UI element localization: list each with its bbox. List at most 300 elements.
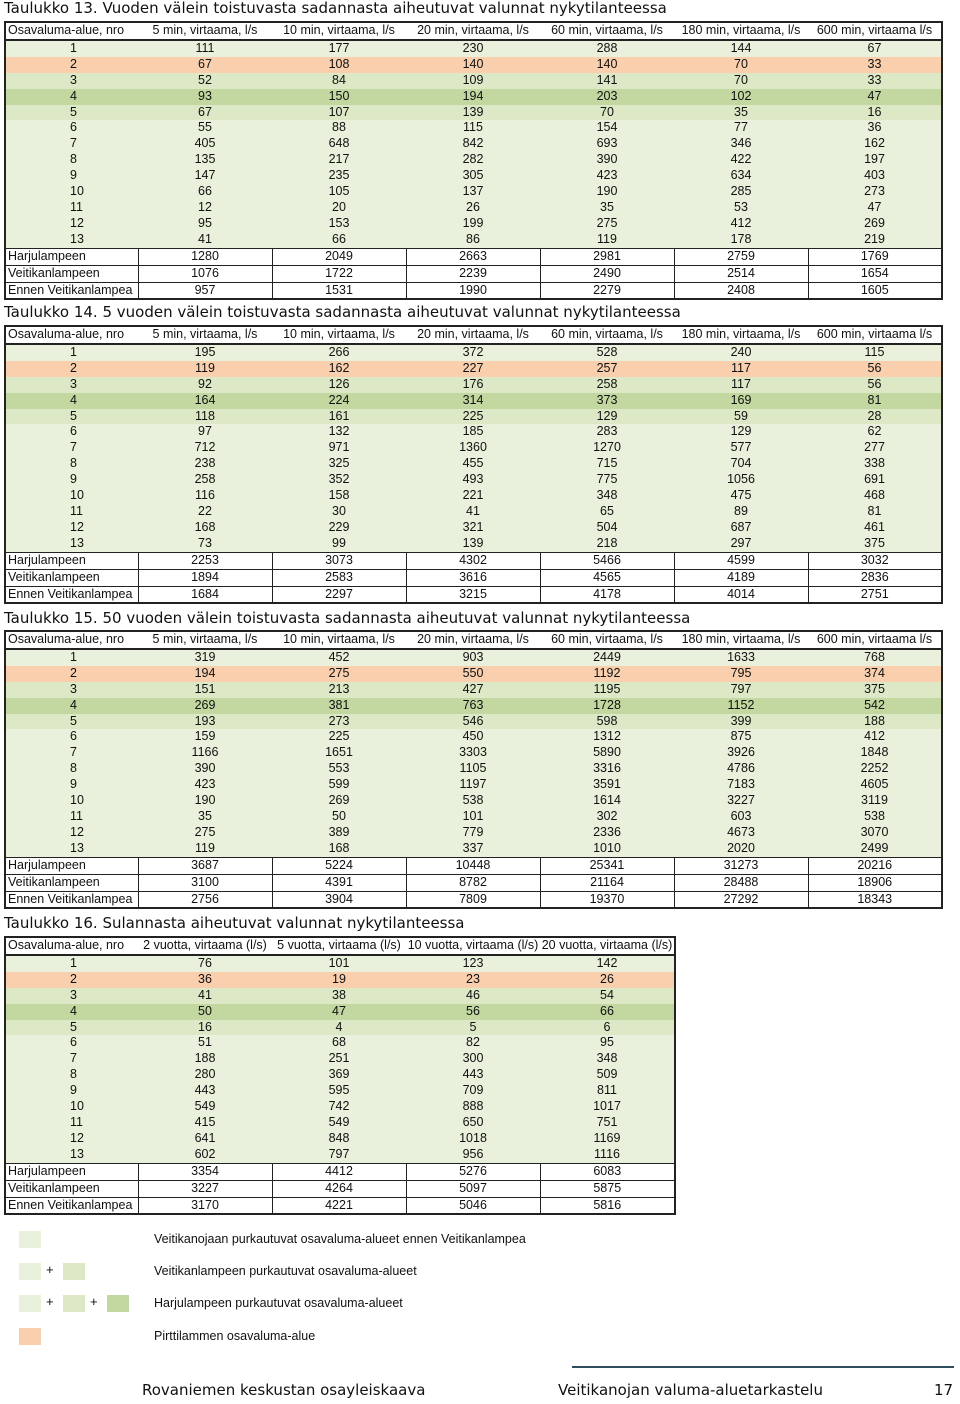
table-cell: 751 (540, 1115, 675, 1131)
legend-swatch (19, 1328, 41, 1345)
table-cell: 12 (5, 1131, 138, 1147)
table-cell: 185 (406, 424, 540, 440)
table-cell: 595 (272, 1083, 406, 1099)
table-cell: 6 (5, 729, 138, 745)
summary-row (5, 248, 942, 265)
table-cell: 217 (272, 152, 406, 168)
table-cell: 297 (674, 536, 808, 552)
table-cell: 8 (5, 152, 138, 168)
summary-row (5, 857, 942, 874)
table-cell: 5816 (540, 1197, 675, 1214)
table-cell: 115 (406, 120, 540, 136)
table-cell: 598 (540, 714, 674, 730)
table-cell: 2 (5, 972, 138, 988)
legend-item-pirttilampi (0, 1325, 600, 1349)
table-cell: 95 (540, 1035, 675, 1051)
table-cell: 875 (674, 729, 808, 745)
table-cell: 372 (406, 344, 540, 361)
table-cell: 5 (5, 714, 138, 730)
table-cell: 36 (808, 120, 942, 136)
table-cell: 709 (406, 1083, 540, 1099)
table-cell: 550 (406, 666, 540, 682)
page-number: 17 (934, 1381, 954, 1399)
table-row (5, 120, 942, 136)
legend (0, 1228, 620, 1358)
table-cell: 23 (406, 972, 540, 988)
table-cell: 2049 (272, 248, 406, 265)
table-cell: 4 (272, 1020, 406, 1036)
table-cell: 319 (138, 649, 272, 666)
table-cell: 3 (5, 377, 138, 393)
legend-swatch (63, 1295, 85, 1312)
table-cell: 154 (540, 120, 674, 136)
table-cell: 5097 (406, 1180, 540, 1197)
table-cell: 797 (272, 1147, 406, 1163)
table-cell: 795 (674, 666, 808, 682)
legend-text: Veitikanlampeen purkautuvat osavaluma-alueet (154, 1264, 417, 1278)
table-cell: 159 (138, 729, 272, 745)
table-cell: 13 (5, 536, 138, 552)
footer-section-title: Veitikanojan valuma-aluetarkastelu (558, 1381, 823, 1399)
table-cell: 2514 (674, 265, 808, 282)
table-cell: Veitikanlampeen (5, 1180, 138, 1197)
table-cell: 33 (808, 73, 942, 89)
table-cell: Harjulampeen (5, 248, 138, 265)
table-cell: 119 (138, 841, 272, 857)
legend-item-harjulampi (0, 1292, 600, 1316)
table-cell: 2279 (540, 282, 674, 299)
table-cell: 7 (5, 440, 138, 456)
table-cell: Harjulampeen (5, 552, 138, 569)
legend-text: Pirttilammen osavaluma-alue (154, 1329, 316, 1343)
table-cell: 56 (808, 377, 942, 393)
table-cell: 82 (406, 1035, 540, 1051)
table-cell: 168 (138, 520, 272, 536)
table-cell: 538 (406, 793, 540, 809)
table-cell: 693 (540, 136, 674, 152)
table-cell: 3073 (272, 552, 406, 569)
table-cell: Harjulampeen (5, 857, 138, 874)
table-cell: 28488 (674, 874, 808, 891)
table-row (5, 393, 942, 409)
table-cell: 141 (540, 73, 674, 89)
table-cell: 117 (674, 361, 808, 377)
table-cell: Veitikanlampeen (5, 874, 138, 891)
table-cell: 177 (272, 40, 406, 57)
table-row (5, 488, 942, 504)
table-cell: 5046 (406, 1197, 540, 1214)
table-cell: 2336 (540, 825, 674, 841)
table-cell: 151 (138, 682, 272, 698)
table-cell: 12 (5, 825, 138, 841)
table-cell: 3070 (808, 825, 942, 841)
table-cell: 346 (674, 136, 808, 152)
table-cell: 2756 (138, 891, 272, 908)
table-cell: 30 (272, 504, 406, 520)
table-cell: 135 (138, 152, 272, 168)
table-cell: 28 (808, 409, 942, 425)
caption-15: Taulukko 15. 50 vuoden välein toistuvasta sadannasta aiheutuvat valunnat nykytilanteessa (4, 609, 691, 627)
table-cell: 225 (406, 409, 540, 425)
table-cell: 4565 (540, 569, 674, 586)
table-cell: 54 (540, 988, 675, 1004)
table-cell: 1 (5, 40, 138, 57)
table-cell: 4605 (808, 777, 942, 793)
table-cell: 76 (138, 955, 272, 972)
table-cell: 70 (540, 105, 674, 121)
table-cell: 775 (540, 472, 674, 488)
table-row (5, 1147, 675, 1163)
table-cell: 56 (808, 361, 942, 377)
table-cell: 3316 (540, 761, 674, 777)
table-row (5, 152, 942, 168)
table-cell: 26 (406, 200, 540, 216)
table-cell: 422 (674, 152, 808, 168)
table-row (5, 440, 942, 456)
table-cell: 321 (406, 520, 540, 536)
table-cell: 269 (272, 793, 406, 809)
table-cell: 461 (808, 520, 942, 536)
table-cell: 282 (406, 152, 540, 168)
table-cell: 1654 (808, 265, 942, 282)
table-row (5, 200, 942, 216)
table-cell: 348 (540, 1051, 675, 1067)
table-cell: 18906 (808, 874, 942, 891)
table-cell: 162 (272, 361, 406, 377)
table-row (5, 89, 942, 105)
table-cell: 229 (272, 520, 406, 536)
table-cell: 195 (138, 344, 272, 361)
table-cell: 70 (674, 57, 808, 73)
column-header: Osavaluma-alue, nro (5, 326, 138, 344)
table-cell: 12 (5, 216, 138, 232)
table-cell: 374 (808, 666, 942, 682)
table-cell: 258 (540, 377, 674, 393)
table-cell: Harjulampeen (5, 1163, 138, 1180)
table-cell: 546 (406, 714, 540, 730)
summary-row (5, 1180, 675, 1197)
table-cell: 577 (674, 440, 808, 456)
table-cell: 405 (138, 136, 272, 152)
table-cell: 105 (272, 184, 406, 200)
table-cell: 5 (406, 1020, 540, 1036)
table-cell: 1633 (674, 649, 808, 666)
table-cell: 4264 (272, 1180, 406, 1197)
table-cell: 81 (808, 504, 942, 520)
column-header: Osavaluma-alue, nro (5, 631, 138, 649)
table-cell: 150 (272, 89, 406, 105)
table-cell: 194 (406, 89, 540, 105)
column-header: Osavaluma-alue, nro (5, 937, 138, 955)
legend-item-veitikanlampi (0, 1260, 600, 1284)
table-cell: 797 (674, 682, 808, 698)
table-cell: 126 (272, 377, 406, 393)
table-cell: 3215 (406, 586, 540, 603)
table-cell: 1605 (808, 282, 942, 299)
legend-text: Veitikanojaan purkautuvat osavaluma-alueet ennen Veitikanlampea (154, 1232, 526, 1246)
table-cell: 903 (406, 649, 540, 666)
table-cell: 549 (272, 1115, 406, 1131)
table-cell: 493 (406, 472, 540, 488)
table-cell: 2836 (808, 569, 942, 586)
table-cell: 337 (406, 841, 540, 857)
table-cell: 41 (138, 232, 272, 248)
table-cell: 10 (5, 1099, 138, 1115)
table-cell: 971 (272, 440, 406, 456)
legend-swatch (19, 1263, 41, 1280)
table-cell: 3 (5, 73, 138, 89)
table-cell: 4412 (272, 1163, 406, 1180)
legend-item-before-veitikanlampi (0, 1228, 600, 1252)
table-cell: 257 (540, 361, 674, 377)
table-cell: 427 (406, 682, 540, 698)
table-cell: 168 (272, 841, 406, 857)
column-header: 5 min, virtaama, l/s (138, 326, 272, 344)
table-cell: 77 (674, 120, 808, 136)
table-cell: 1105 (406, 761, 540, 777)
column-header: 5 vuotta, virtaama (l/s) (272, 937, 406, 955)
table-cell: 67 (138, 105, 272, 121)
table-cell: 101 (406, 809, 540, 825)
table-cell: 86 (406, 232, 540, 248)
table-cell: 348 (540, 488, 674, 504)
table-cell: 119 (540, 232, 674, 248)
table-row (5, 377, 942, 393)
table-cell: 5 (5, 1020, 138, 1036)
table-cell: 285 (674, 184, 808, 200)
table-cell: 6 (5, 1035, 138, 1051)
table-cell: 190 (138, 793, 272, 809)
summary-row (5, 569, 942, 586)
table-cell: 197 (808, 152, 942, 168)
table-cell: 153 (272, 216, 406, 232)
table-cell: 18343 (808, 891, 942, 908)
column-header: 60 min, virtaama, l/s (540, 631, 674, 649)
table-cell: 650 (406, 1115, 540, 1131)
table-cell: 19370 (540, 891, 674, 908)
table-cell: 188 (808, 714, 942, 730)
table-cell: 375 (808, 536, 942, 552)
column-header: 20 vuotta, virtaama (l/s) (540, 937, 675, 955)
table-cell: 5 (5, 409, 138, 425)
table-cell: 68 (272, 1035, 406, 1051)
table-cell: 53 (674, 200, 808, 216)
table-cell: 158 (272, 488, 406, 504)
table-cell: 2981 (540, 248, 674, 265)
table-row (5, 698, 942, 714)
table-cell: 1360 (406, 440, 540, 456)
table-cell: 3227 (138, 1180, 272, 1197)
table-cell: 2297 (272, 586, 406, 603)
table-row (5, 1115, 675, 1131)
column-header: 10 min, virtaama, l/s (272, 326, 406, 344)
table-cell: 300 (406, 1051, 540, 1067)
table-cell: 389 (272, 825, 406, 841)
table-cell: 1169 (540, 1131, 675, 1147)
table-cell: 10 (5, 488, 138, 504)
table-cell: 3119 (808, 793, 942, 809)
table-cell: 81 (808, 393, 942, 409)
table-cell: 88 (272, 120, 406, 136)
table-cell: 1651 (272, 745, 406, 761)
table-cell: 742 (272, 1099, 406, 1115)
caption-13: Taulukko 13. Vuoden välein toistuvasta sadannasta aiheutuvat valunnat nykytilanteessa (4, 0, 667, 17)
table-row (5, 504, 942, 520)
table-cell: 509 (540, 1067, 675, 1083)
table-cell: 704 (674, 456, 808, 472)
table-cell: 2252 (808, 761, 942, 777)
footer-rule (572, 1366, 954, 1368)
table-cell: 139 (406, 105, 540, 121)
table-row (5, 57, 942, 73)
column-header: 180 min, virtaama, l/s (674, 22, 808, 40)
table-cell: 1722 (272, 265, 406, 282)
table-cell: 648 (272, 136, 406, 152)
table-cell: 4178 (540, 586, 674, 603)
table-cell: 423 (138, 777, 272, 793)
table-cell: 51 (138, 1035, 272, 1051)
table-cell: 2239 (406, 265, 540, 282)
table-cell: 142 (540, 955, 675, 972)
table-cell: 553 (272, 761, 406, 777)
table-cell: 137 (406, 184, 540, 200)
table-cell: 227 (406, 361, 540, 377)
column-header: 20 min, virtaama, l/s (406, 22, 540, 40)
table-cell: 957 (138, 282, 272, 299)
table-cell: 455 (406, 456, 540, 472)
column-header: 600 min, virtaama l/s (808, 22, 942, 40)
table-cell: 188 (138, 1051, 272, 1067)
table-cell: 848 (272, 1131, 406, 1147)
summary-row (5, 586, 942, 603)
table-row (5, 344, 942, 361)
table-cell: 283 (540, 424, 674, 440)
table-cell: 2499 (808, 841, 942, 857)
table-cell: 1531 (272, 282, 406, 299)
table-cell: 280 (138, 1067, 272, 1083)
table-cell: 2 (5, 57, 138, 73)
table-cell: 7183 (674, 777, 808, 793)
table-cell: 452 (272, 649, 406, 666)
table-cell: 97 (138, 424, 272, 440)
table-cell: 269 (138, 698, 272, 714)
table-cell: 50 (272, 809, 406, 825)
table-row (5, 536, 942, 552)
table-cell: 224 (272, 393, 406, 409)
table-cell: 11 (5, 1115, 138, 1131)
table-cell: 305 (406, 168, 540, 184)
table-cell: 41 (406, 504, 540, 520)
table-cell: 3032 (808, 552, 942, 569)
table-cell: 25341 (540, 857, 674, 874)
table-cell: 641 (138, 1131, 272, 1147)
column-header: 20 min, virtaama, l/s (406, 631, 540, 649)
table-cell: 116 (138, 488, 272, 504)
table-cell: 4221 (272, 1197, 406, 1214)
table-cell: 423 (540, 168, 674, 184)
table-cell: 1848 (808, 745, 942, 761)
table-cell: 140 (540, 57, 674, 73)
column-header: 20 min, virtaama, l/s (406, 326, 540, 344)
table-cell: 4189 (674, 569, 808, 586)
table-cell: 70 (674, 73, 808, 89)
table-row (5, 972, 675, 988)
table-row (5, 232, 942, 248)
table-cell: 109 (406, 73, 540, 89)
table-cell: 1197 (406, 777, 540, 793)
table-cell: 468 (808, 488, 942, 504)
table-cell: 1 (5, 344, 138, 361)
table-cell: 542 (808, 698, 942, 714)
table-cell: 12 (5, 520, 138, 536)
table-cell: 811 (540, 1083, 675, 1099)
table-cell: 273 (272, 714, 406, 730)
table-row (5, 40, 942, 57)
table-cell: 352 (272, 472, 406, 488)
table-14 (4, 325, 943, 604)
table-cell: 602 (138, 1147, 272, 1163)
table-cell: 3170 (138, 1197, 272, 1214)
table-cell: 1728 (540, 698, 674, 714)
table-cell: 89 (674, 504, 808, 520)
table-cell: 73 (138, 536, 272, 552)
table-cell: 10 (5, 184, 138, 200)
table-cell: 3926 (674, 745, 808, 761)
table-row (5, 841, 942, 857)
table-cell: 1010 (540, 841, 674, 857)
table-cell: 67 (808, 40, 942, 57)
table-cell: Ennen Veitikanlampea (5, 891, 138, 908)
table-cell: 35 (674, 105, 808, 121)
table-cell: 16 (138, 1020, 272, 1036)
table-cell: 118 (138, 409, 272, 425)
column-header: 60 min, virtaama, l/s (540, 22, 674, 40)
table-cell: 169 (674, 393, 808, 409)
column-header: 60 min, virtaama, l/s (540, 326, 674, 344)
table-cell: 325 (272, 456, 406, 472)
table-cell: 11 (5, 200, 138, 216)
summary-row (5, 552, 942, 569)
table-cell: 403 (808, 168, 942, 184)
footer-document-title: Rovaniemen keskustan osayleiskaava (142, 1381, 426, 1399)
table-cell: 1894 (138, 569, 272, 586)
table-cell: 59 (674, 409, 808, 425)
table-cell: 27292 (674, 891, 808, 908)
table-cell: 11 (5, 504, 138, 520)
table-cell: 1 (5, 955, 138, 972)
column-header: 10 vuotta, virtaama (l/s) (406, 937, 540, 955)
header-row (5, 22, 942, 40)
table-cell: 369 (272, 1067, 406, 1083)
table-cell: 101 (272, 955, 406, 972)
table-cell: 3591 (540, 777, 674, 793)
table-cell: 56 (406, 1004, 540, 1020)
table-cell: Ennen Veitikanlampea (5, 1197, 138, 1214)
table-cell: 20 (272, 200, 406, 216)
header-row (5, 937, 675, 955)
table-cell: 47 (272, 1004, 406, 1020)
table-cell: 225 (272, 729, 406, 745)
table-cell: 2663 (406, 248, 540, 265)
table-cell: 3354 (138, 1163, 272, 1180)
column-header: 180 min, virtaama, l/s (674, 631, 808, 649)
table-cell: 35 (540, 200, 674, 216)
table-cell: 22 (138, 504, 272, 520)
table-cell: 4391 (272, 874, 406, 891)
table-cell: 1270 (540, 440, 674, 456)
table-cell: 258 (138, 472, 272, 488)
summary-row (5, 1197, 675, 1214)
